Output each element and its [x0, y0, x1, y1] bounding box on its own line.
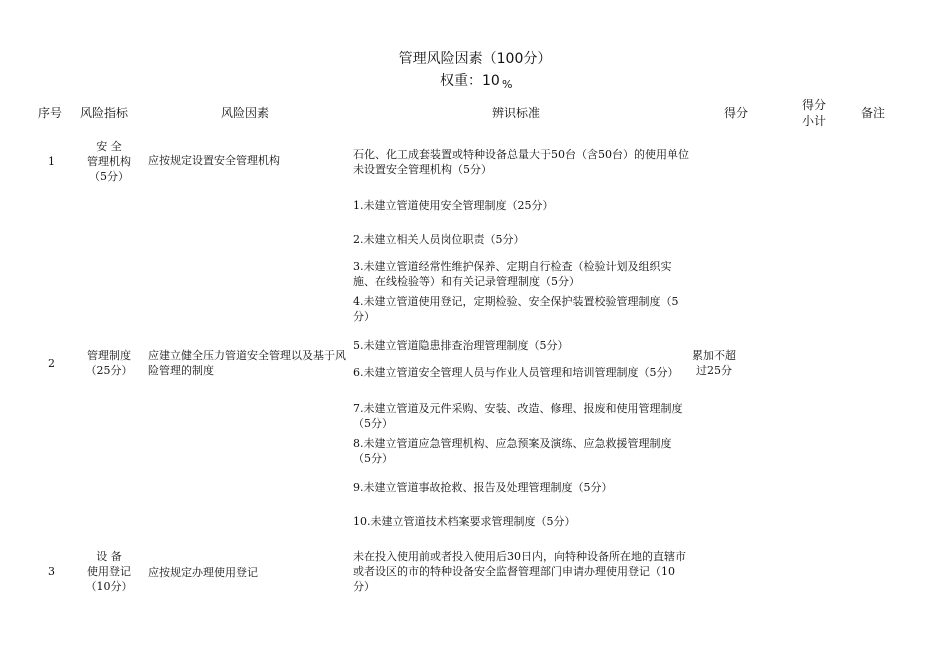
row1-criteria: 石化、化工成套装置或特种设备总量大于50台（含50台）的使用单位未设置安全管理机构（5分） — [353, 148, 689, 176]
row3-indicator-line1: 设 备 — [96, 550, 122, 563]
row2-criteria-3: 3.未建立管道经常性维护保养、定期自行检查（检验计划及组织实施、在线检验等）和有关记录管理制度（5分） — [353, 260, 672, 288]
row3-indicator-line3: （10分） — [85, 580, 133, 593]
row2-criteria-5: 5.未建立管道隐患排查治理管理制度（5分） — [353, 339, 569, 352]
row2-criteria-7: 7.未建立管道及元件采购、安装、改造、修理、报废和使用管理制度（5分） — [353, 402, 683, 430]
header-remark: 备注 — [861, 106, 886, 120]
row3-indicator — [78, 549, 140, 594]
row2-factor: 应建立健全压力管道安全管理以及基于风险管理的制度 — [148, 349, 346, 377]
row2-indicator — [78, 348, 140, 378]
row2-criteria-9: 9.未建立管道事故抢救、报告及处理管理制度（5分） — [353, 481, 613, 494]
weight-unit: % — [502, 78, 513, 91]
row1-indicator-line1: 安 全 — [96, 140, 122, 153]
row3-seq: 3 — [48, 565, 55, 578]
row2-criteria-4: 4.未建立管道使用登记，定期检验、安全保护装置校验管理制度（5分） — [353, 295, 679, 323]
header-factor: 风险因素 — [221, 106, 270, 120]
header-score: 得分 — [724, 106, 749, 120]
row2-indicator-line2: （25分） — [85, 364, 133, 377]
row3-indicator-line2: 使用登记 — [87, 565, 131, 578]
row3-criteria: 未在投入使用前或者投入使用后30日内，向特种设备所在地的直辖市或者设区的市的特种设备安全监督管理部门申请办理使用登记（10分） — [353, 550, 686, 593]
header-indicator: 风险指标 — [80, 106, 129, 120]
row2-criteria-10: 10.未建立管道技术档案要求管理制度（5分） — [353, 515, 576, 528]
row2-score-note: 累加不超过25分 — [692, 349, 736, 377]
row2-criteria-6: 6.未建立管道安全管理人员与作业人员管理和培训管理制度（5分） — [353, 366, 679, 379]
row2-criteria-2: 2.未建立相关人员岗位职责（5分） — [353, 233, 525, 246]
row2-criteria-1: 1.未建立管道使用安全管理制度（25分） — [353, 199, 554, 212]
weight-label: 权重：10 — [440, 73, 500, 89]
row1-indicator-line2: 管理机构 — [87, 155, 131, 168]
header-seq: 序号 — [38, 106, 63, 120]
row1-seq: 1 — [48, 155, 55, 168]
row2-criteria-8: 8.未建立管道应急管理机构、应急预案及演练、应急救援管理制度（5分） — [353, 437, 672, 465]
row1-factor: 应按规定设置安全管理机构 — [148, 154, 280, 167]
row2-indicator-line1: 管理制度 — [87, 349, 131, 362]
page-title: 管理风险因素（100分） — [398, 51, 552, 67]
header-criteria: 辨识标准 — [492, 106, 541, 120]
header-subtotal-line1: 得分 — [802, 98, 827, 112]
row1-indicator — [78, 139, 140, 184]
header-subtotal-line2: 小计 — [802, 114, 827, 128]
row3-factor: 应按规定办理使用登记 — [148, 566, 258, 579]
row2-seq: 2 — [48, 357, 55, 370]
row1-indicator-line3: （5分） — [89, 170, 129, 183]
